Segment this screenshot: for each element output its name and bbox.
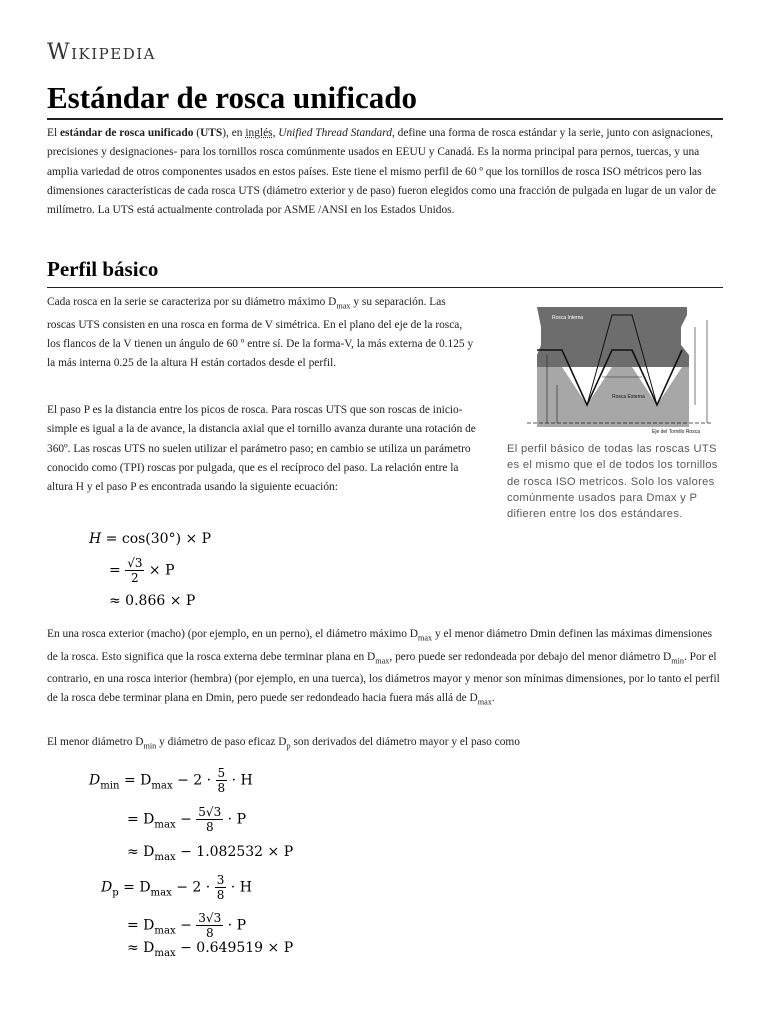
equation-dmin-line-2: = $D_{max}$ − $\frac{5√3}{8}$ · P	[127, 805, 246, 834]
equation-dp-line-2: = $D_{max}$ − $\frac{3√3}{8}$ · P	[127, 911, 246, 940]
thread-profile-figure	[507, 305, 724, 522]
equation-dmin-line-1: $D_{min} = D_{max} - 2$ · $\frac{5}{8}$ · H	[89, 766, 253, 795]
intro-paragraph: El estándar de rosca unificado (UTS), en inglés, Unified Thread Standard, define una forma de rosca estándar y la serie, junto con asignaciones, precisiones y designaciones- para los tornillos rosca comúnmente usados en EEUU y Canadá. Es la norma principal para pernos, tuercas, y una amplia variedad de otros componentes usados en estos países. Este tiene el mismo perfil de 60 º que los tornillos de rosca ISO métricos pero las dimensiones características de cada rosca UTS (diámetro exterior y de paso) fueron elegidos como una fracción de pulgada en lugar de un valor de milímetro. La UTS está actualmente controlada por ASME /ANSI en los Estados Unidos.	[47, 127, 716, 217]
section-divider	[47, 287, 723, 288]
page-title: Estándar de rosca unificado	[47, 80, 418, 115]
profile-paragraph-4: El menor diámetro $D_{min}$ y diámetro de paso eficaz $D_p$ son derivados del diámetro mayor y el paso como	[47, 736, 520, 751]
profile-paragraph-3: En una rosca exterior (macho) (por ejemplo, en un perno), el diámetro máximo $D_{max}$ y el menor diámetro Dmin definen las máximas dimensiones de la rosca. Esto significa que la rosca externa debe terminar plana en $D_{max}$, pero puede ser redondeada por debajo del menor diámetro $D_{min}$. Por el contrario, en una rosca interior (hembra) (por ejemplo, en una tuerca), los diámetros mayor y menor son mínimas dimensiones, por lo tanto el perfil de la rosca debe terminar plana en Dmin, pero puede ser redondeado hacia fuera más allá de $D_{max}$.	[47, 628, 720, 707]
title-divider	[47, 118, 723, 120]
equation-h-line-1: H = cos(30°) × P	[89, 531, 212, 547]
external-thread-label: Rosca Externa	[612, 394, 645, 400]
equation-h-line-3: ≈ 0.866 × P	[109, 593, 196, 609]
bold-term: estándar de rosca unificado	[59, 127, 194, 139]
equation-h-line-2: = $\frac{√3}{2}$ × P	[109, 556, 175, 585]
profile-paragraph-2: El paso P es la distancia entre los picos de rosca. Para roscas UTS que son roscas de inicio-simple es igual a la de avance, la distancia axial que el tornillo avanza durante una rotación de 360º. Las roscas UTS no suelen utilizar el parámetro paso; en cambio se utiliza un parámetro conocido como (TPI) roscas por pulgada, que es el recíproco del paso. La relación entre la altura H y el paso P es encontrada usando la siguiente ecuación:	[47, 404, 476, 494]
italic-term: Unified Thread Standard	[278, 127, 392, 139]
equation-dp-line-3: ≈ $D_{max} - 0.649519 \times P$	[127, 940, 294, 959]
thread-profile-diagram[interactable]	[507, 305, 724, 437]
equation-dmin-line-3: ≈ $D_{max} - 1.082532 \times P$	[127, 844, 294, 863]
section-heading-perfil-basico: Perfil básico	[47, 257, 159, 281]
bold-abbr: UTS	[200, 127, 223, 139]
wikipedia-wordmark[interactable]: Wikipedia	[47, 40, 156, 65]
equation-dp-line-1: $D_p = D_{max} - 2$ · $\frac{3}{8}$ · H	[101, 873, 252, 902]
internal-thread-label: Rosca Interna	[552, 315, 584, 321]
profile-paragraph-1: Cada rosca en la serie se caracteriza por su diámetro máximo $D_{max}$ y su separación. Las roscas UTS consisten en una rosca en forma de V simétrica. En el plano del eje de la rosca, los flancos de la V tienen un ángulo de 60 º entre sí. De la forma-V, la más externa de 0.125 y la más interna 0.25 de la altura H están cortados desde el perfil.	[47, 296, 474, 370]
axis-label: Eje del Tornillo Rosca	[652, 429, 700, 435]
figure-caption: El perfil básico de todas las roscas UTS es el mismo que el de todos los tornillos de rosca ISO metricos. Solo los valores comúnmente usados para Dmax y P difieren entre los dos estándares.	[507, 443, 718, 521]
link-ingles[interactable]: inglés	[245, 127, 273, 139]
